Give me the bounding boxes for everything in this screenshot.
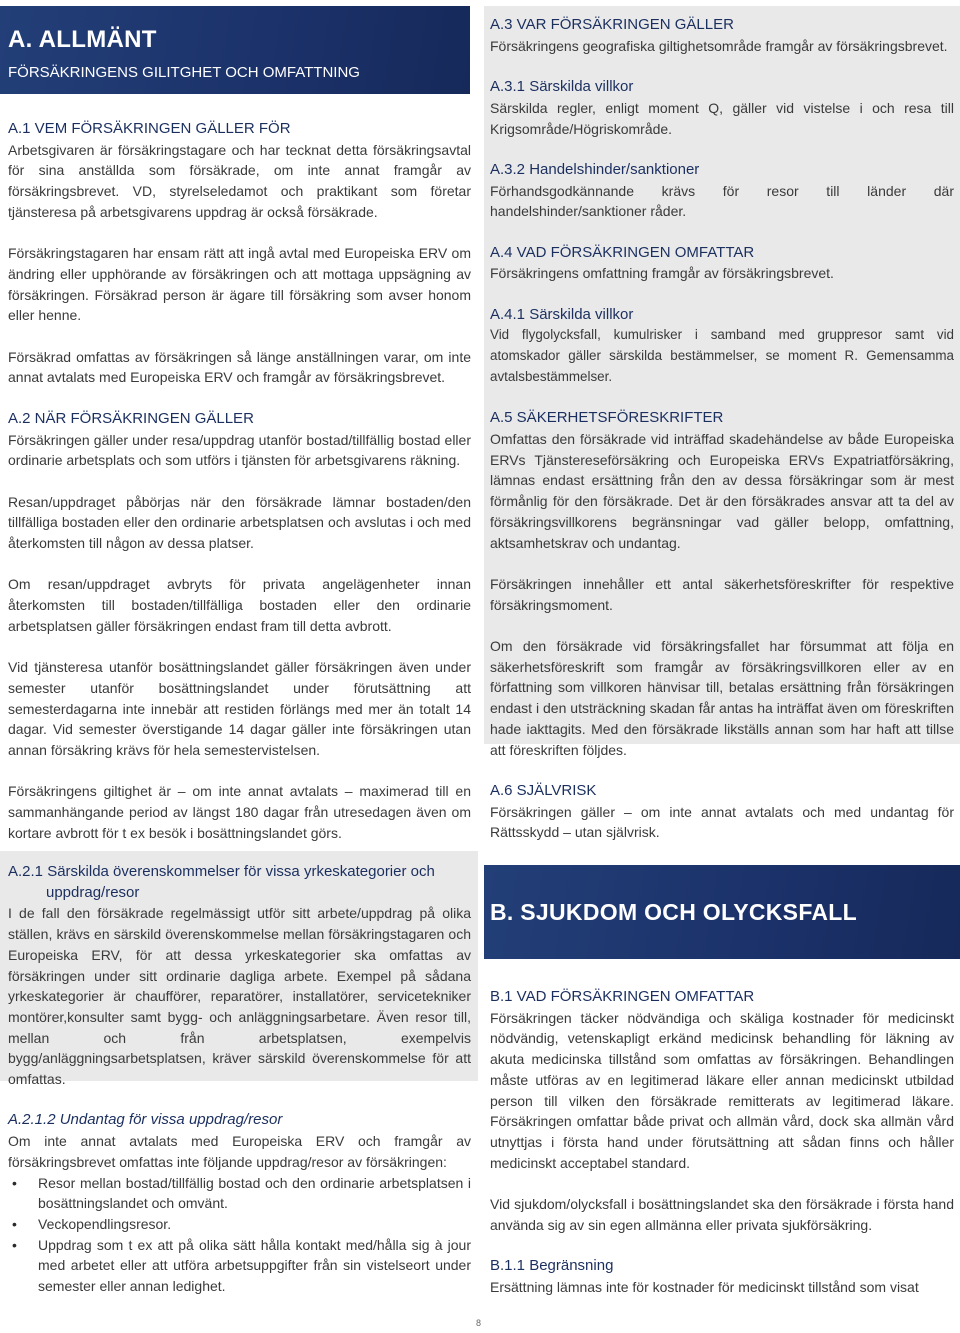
a31-text: Särskilda regler, enligt moment Q, gäller vid vistelse i och resa till Krigsområde/Högriskområde. bbox=[490, 99, 954, 137]
page-number: 8 bbox=[476, 1318, 482, 1328]
a4-paragraph: Försäkringens omfattning framgår av försäkringsbrevet. bbox=[490, 265, 834, 282]
section-a-subtitle: FÖRSÄKRINGENS GILITGHET OCH OMFATTNING bbox=[8, 64, 360, 81]
a5-paragraph-1: Omfattas den försäkrade vid inträffad skadehändelse av både Europeiska ERVs Tjänstereseförsäkring och Europeiska ERVs Expatriatförsäkring, lämnas endast ersättning från den av dessa försäkringar som är mest förmånlig för den försäkrade. Det är den försäkrades ansvar att ta del av försäkringsvillkorens begränsningar vad gäller belopp, omfattning, aktsamhetskrav och undantag. bbox=[490, 430, 954, 551]
a212-exclusion-list bbox=[8, 1173, 471, 1297]
right-column-top bbox=[490, 15, 954, 843]
a41-text: Vid flygolycksfall, kumulrisker i samband med gruppresor samt vid atomskador gäller särskilda bestämmelser, se moment R. Gemensamma avtalsbestämmelser. bbox=[490, 327, 954, 384]
a21-heading-continued: uppdrag/resor bbox=[46, 883, 140, 901]
a2-heading: A.2 NÄR FÖRSÄKRINGEN GÄLLER bbox=[8, 409, 254, 427]
list-item: • Veckopendlingsresor. bbox=[8, 1214, 471, 1235]
a2-paragraph-5: Försäkringens giltighet är – om inte annat avtalats – maximerad till en sammanhängande period av längst 180 dagar från utresedagen även om kortare avbrott för t ex besök i bosättningslandet görs. bbox=[8, 783, 471, 841]
a3-heading: A.3 VAR FÖRSÄKRINGEN GÄLLER bbox=[490, 16, 734, 33]
a212-intro: Om inte annat avtalats med Europeiska ERV och framgår av försäkringsbrevet omfattas inte följande uppdrag/resor av försäkringen: bbox=[8, 1133, 471, 1170]
a2-paragraph-3: Om resan/uppdraget avbryts för privata angelägenheter innan återkomsten till bostaden/tillfälliga bostaden eller den ordinarie arbetsplatsen gäller försäkringen endast fram till detta avbrott. bbox=[8, 576, 471, 634]
a21-section bbox=[8, 862, 471, 1297]
a5-paragraph-2: Försäkringen innehåller ett antal säkerhetsföreskrifter för respektive försäkringsmoment. bbox=[490, 575, 954, 613]
a5-paragraph-3: Om den försäkrade vid försäkringsfallet har försummat att följa en säkerhetsföreskrift som framgår av försäkringsvillkoren eller av en författning som villkoren hänvisar till, betalas ersättning från försäkringen endast i den utsträckning skadan får antas ha inträffat även om föreskriften hade iakttagits. Med den försäkrade likställs annan som har haft att tillse att föreskriften följdes. bbox=[490, 637, 954, 758]
section-a-banner bbox=[0, 6, 470, 94]
section-b-banner bbox=[484, 865, 960, 959]
a2-paragraph-2: Resan/uppdraget påbörjas när den försäkrade lämnar bostaden/den tillfälliga bostaden eller den ordinarie arbetsplatsen och avslutas i och med återkomsten till någon av dessa platser. bbox=[8, 493, 471, 551]
section-a-title: A. ALLMÄNT bbox=[8, 26, 157, 53]
a212-heading: A.2.1.2 Undantag för vissa uppdrag/resor bbox=[8, 1111, 283, 1129]
list-item: • Uppdrag som t ex att på olika sätt hålla kontakt med/hålla sig à jour med arbetet eller att utföra arbetsuppgifter från sin vistelseort under semester eller annan ledighet. bbox=[8, 1235, 471, 1297]
a1-heading: A.1 VEM FÖRSÄKRINGEN GÄLLER FÖR bbox=[8, 120, 291, 137]
b1-paragraph-2: Vid sjukdom/olycksfall i bosättningslandet ska den försäkrade i första hand använda sig av sin egen allmänna eller privata sjukförsäkring. bbox=[490, 1196, 954, 1233]
list-item: • Resor mellan bostad/tillfällig bostad och den ordinarie arbetsplatsen i bosättningslandet och omvänt. bbox=[8, 1173, 471, 1214]
a2-paragraph-4: Vid tjänsteresa utanför bosättningslandet gäller försäkringen även under semester utanför bosättningslandet under förutsättning att semesterdagarna inte innebär att restiden förlängs med mer än totalt 14 dagar. Vid semester överstigande 14 dagar gäller inte försäkringen utan annan försäkring krävs för hela semestervistelsen. bbox=[8, 659, 471, 758]
right-column-bottom bbox=[490, 987, 954, 1298]
a32-heading: A.3.2 Handelshinder/sanktioner bbox=[490, 160, 700, 178]
a21-heading: A.2.1 Särskilda överenskommelser för vissa yrkeskategorier och bbox=[8, 863, 435, 880]
section-b-title: B. SJUKDOM OCH OLYCKSFALL bbox=[490, 899, 858, 925]
a41-heading: A.4.1 Särskilda villkor bbox=[490, 305, 634, 323]
b1-paragraph-1: Försäkringen täcker nödvändiga och skäliga kostnader för medicinskt nödvändig, vetenskapligt erkänd medicinsk behandling för läkning av akuta medicinska tillstånd som omfattas av försäkringen. Behandlingen måste utföras av en legitimerad läkare eller annan medicinskt utbildad person till vilken den försäkrade remitterats av legitimerad läkare. Försäkringen omfattar både privat och allmän vård, dock ska allmän vård utnyttjas i första hand under förutsättning att sådan finns och håller medicinskt acceptabel standard. bbox=[490, 1009, 954, 1171]
a5-heading: A.5 SÄKERHETSFÖRESKRIFTER bbox=[490, 409, 724, 427]
a6-paragraph: Försäkringen gäller – om inte annat avtalats och med undantag för Rättsskydd – utan självrisk. bbox=[490, 803, 954, 841]
a3-paragraph: Försäkringens geografiska giltighetsområde framgår av försäkringsbrevet. bbox=[490, 37, 948, 54]
a2-paragraph-1: Försäkringen gäller under resa/uppdrag utanför bostad/tillfällig bostad eller ordinarie arbetsplats och som utförs i tjänsten för arbetsgivarens räkning. bbox=[8, 431, 471, 469]
a4-heading: A.4 VAD FÖRSÄKRINGEN OMFATTAR bbox=[490, 243, 755, 261]
a1-paragraph-2: Försäkringstagaren har ensam rätt att ingå avtal med Europeiska ERV om ändring eller upphörande av försäkringen och att mottaga uppsägning av försäkringen. Försäkrad person är ägare till försäkring som avser honom eller henne. bbox=[8, 245, 471, 324]
a1-paragraph-1: Arbetsgivaren är försäkringstagare och har tecknat detta försäkringsavtal för sina anställda som försäkrade, om inte annat framgår av försäkringsbrevet. VD, styrelseledamot och praktikant som företar tjänsteresa på arbetsgivarens uppdrag är också försäkrade. bbox=[8, 141, 471, 220]
a32-text: Förhandsgodkännande krävs för resor till länder där handelshinder/sanktioner råder. bbox=[490, 182, 954, 220]
left-column bbox=[8, 119, 471, 844]
a31-heading: A.3.1 Särskilda villkor bbox=[490, 78, 634, 96]
b1-heading: B.1 VAD FÖRSÄKRINGEN OMFATTAR bbox=[490, 988, 755, 1005]
b11-text: Ersättning lämnas inte för kostnader för medicinskt tillstånd som visat bbox=[490, 1278, 919, 1295]
b11-heading: B.1.1 Begränsning bbox=[490, 1257, 614, 1275]
a6-heading: A.6 SJÄLVRISK bbox=[490, 781, 597, 799]
a1-paragraph-3: Försäkrad omfattas av försäkringen så länge anställningen varar, om inte annat avtalats med Europeiska ERV och framgår av försäkringsbrevet. bbox=[8, 348, 471, 386]
a21-paragraph: I de fall den försäkrade regelmässigt utför sitt arbete/uppdrag på olika ställen, krävs en särskild överenskommelse mellan försäkringstagaren och Europeiska ERV, för att dessa yrkeskategorier ska omfattas av försäkringen under sitt ordinarie dagliga arbete. Exempel på sådana yrkeskategorier är chaufförer, reparatörer, installatörer, servicetekniker montörer,konsulter samt bygg- och anläggningsarbetare. Även resor till, mellan och från arbetsplatsen, exempelvis bygg/anläggningsarbetsplatsen, kräver särskild överenskommelse för att omfattas. bbox=[8, 905, 471, 1088]
